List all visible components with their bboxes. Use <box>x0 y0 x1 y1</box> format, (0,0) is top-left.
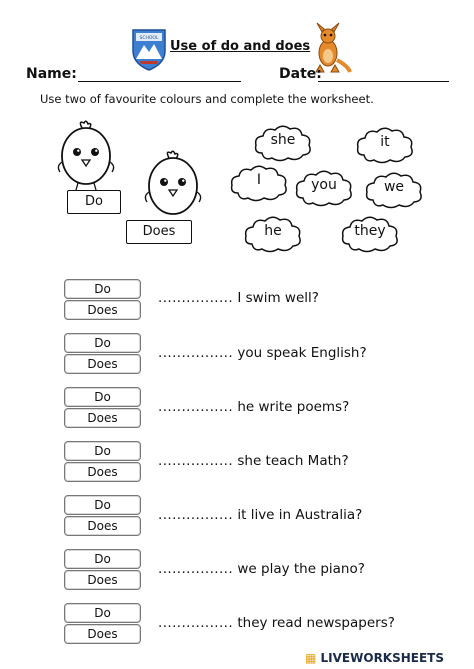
cloud-we <box>363 170 425 210</box>
school-crest-logo <box>130 27 168 71</box>
choice-do-button[interactable]: Do <box>64 495 141 515</box>
answer-blank: ................ <box>158 453 234 469</box>
answer-blank: ................ <box>158 345 234 361</box>
choice-do-button[interactable]: Do <box>64 603 141 623</box>
answer-blank: ................ <box>158 561 234 577</box>
question-sentence <box>158 453 349 469</box>
chick-label-does: Does <box>126 220 192 244</box>
choice-does-button[interactable]: Does <box>64 354 141 374</box>
question-text: it live in Australia? <box>237 507 363 523</box>
liveworksheets-mark-icon: ▦ <box>305 651 317 665</box>
question-text: they read newspapers? <box>237 615 395 631</box>
choice-does-button[interactable]: Does <box>64 624 141 644</box>
choice-does-button[interactable]: Does <box>64 516 141 536</box>
liveworksheets-logo <box>305 651 444 665</box>
choice-do-button[interactable]: Do <box>64 387 141 407</box>
choice-do-button[interactable]: Do <box>64 441 141 461</box>
cloud-label: we <box>383 179 405 195</box>
cloud-he <box>242 214 304 254</box>
question-text: he write poems? <box>237 399 350 415</box>
name-field[interactable] <box>78 81 241 82</box>
date-label: Date: <box>279 66 322 82</box>
chick-illustration-left <box>56 120 116 192</box>
cloud-label: he <box>264 223 282 239</box>
choice-does-button[interactable]: Does <box>64 570 141 590</box>
question-sentence <box>158 345 367 361</box>
choice-do-button[interactable]: Do <box>64 549 141 569</box>
worksheet-title: Use of do and does <box>170 39 311 54</box>
cloud-label: they <box>354 223 386 239</box>
answer-blank: ................ <box>158 399 234 415</box>
answer-blank: ................ <box>158 507 234 523</box>
question-sentence <box>158 507 362 523</box>
answer-blank: ................ <box>158 615 234 631</box>
chick-label-do: Do <box>67 190 121 214</box>
cloud-it <box>354 125 416 165</box>
choice-do-button[interactable]: Do <box>64 279 141 299</box>
question-sentence <box>158 615 395 631</box>
question-text: I swim well? <box>237 290 319 306</box>
question-sentence <box>158 561 365 577</box>
chick-illustration-right <box>143 150 203 222</box>
cloud-they <box>339 214 401 254</box>
question-text: she teach Math? <box>237 453 349 469</box>
instruction-text: Use two of favourite colours and complete the worksheet. <box>40 92 374 106</box>
question-text: we play the piano? <box>237 561 365 577</box>
cloud-label: it <box>380 134 390 150</box>
cloud-i <box>228 163 290 203</box>
cloud-you <box>293 168 355 208</box>
choice-does-button[interactable]: Does <box>64 462 141 482</box>
svg-text:SCHOOL: SCHOOL <box>139 36 159 41</box>
cloud-label: she <box>270 132 296 148</box>
choice-does-button[interactable]: Does <box>64 408 141 428</box>
question-text: you speak English? <box>237 345 367 361</box>
choice-do-button[interactable]: Do <box>64 333 141 353</box>
question-sentence <box>158 290 319 306</box>
cloud-label: I <box>256 172 262 188</box>
question-sentence <box>158 399 349 415</box>
cloud-she <box>252 123 314 163</box>
brand-label: LIVEWORKSHEETS <box>320 651 445 665</box>
answer-blank: ................ <box>158 290 234 306</box>
cloud-label: you <box>311 177 337 193</box>
name-label: Name: <box>26 66 77 82</box>
choice-does-button[interactable]: Does <box>64 300 141 320</box>
date-field[interactable] <box>318 81 449 82</box>
